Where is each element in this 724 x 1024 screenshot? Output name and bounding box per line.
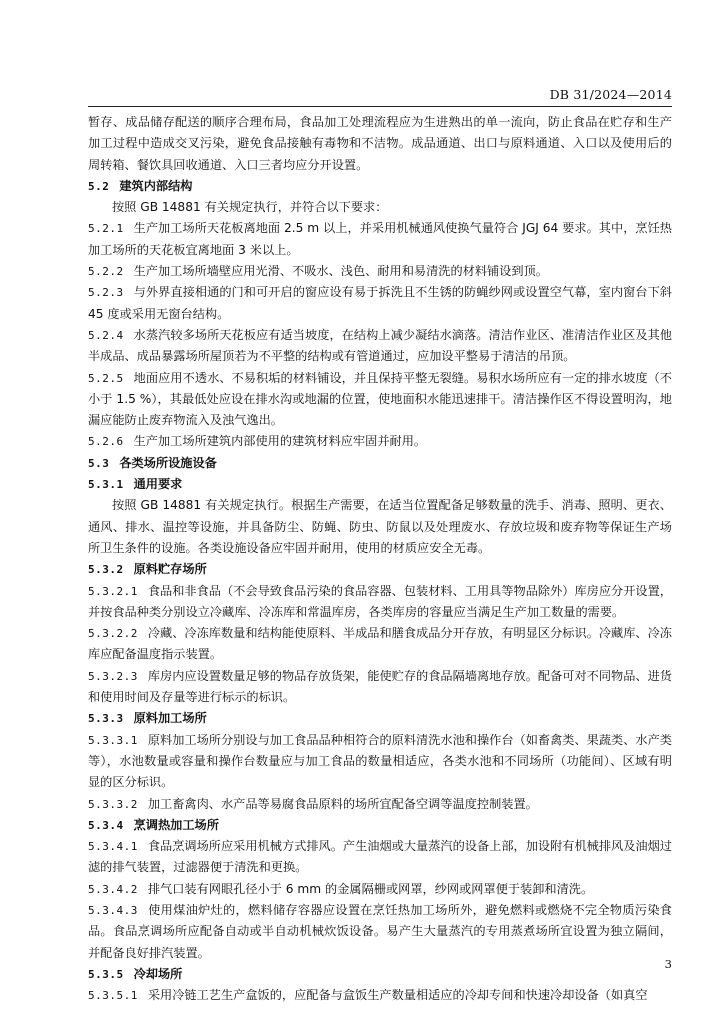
paragraph-text: 排气口装有网眼孔径小于 6 mm 的金属隔栅或网罩，纱网或网罩便于装卸和清洗。 xyxy=(147,881,594,896)
paragraph xyxy=(88,282,672,325)
clause-number: 5.3.4.1 xyxy=(88,840,138,854)
paragraph xyxy=(88,879,672,900)
paragraph-text: 暂存、成品储存配送的顺序合理布局，食品加工处理流程应为生进熟出的单一流向，防止食品在贮存和生产加工过程中造成交叉污染，避免食品接触有毒物和不洁物。成品通道、出口与原料通道、入口以及使用后的周转箱、餐饮具回收通道、入口三者均应分开设置。 xyxy=(88,115,672,172)
paragraph-text: 使用煤油炉灶的，燃料储存容器应设置在烹饪热加工场所外，避免燃料或燃烧不完全物质污染食品。食品烹调场所应配备自动或半自动机械炊饭设备。易产生大量蒸汽的专用蒸煮场所宜设置为独立隔间，并配备良好排汽装置。 xyxy=(88,902,672,960)
clause-number: 5.2.4 xyxy=(88,328,124,342)
paragraph-text: 水蒸汽较多场所天花板应有适当坡度，在结构上减少凝结水滴落。清洁作业区、准清洁作业区及其他半成品、成品暴露场所屋顶若为不平整的结构或有管道通过，应加设平整易于清洁的吊顶。 xyxy=(88,327,672,364)
section-heading xyxy=(88,176,672,197)
clause-number: 5.3.2.1 xyxy=(88,584,138,598)
paragraph xyxy=(88,794,672,815)
heading-text: 冷却场所 xyxy=(133,966,183,981)
paragraph xyxy=(88,495,672,559)
section-heading xyxy=(88,815,672,836)
paragraph-text: 按照 GB 14881 有关规定执行。根据生产需要，在适当位置配备足够数量的洗手、消毒、照明、更衣、通风、排水、温控等设施，并具备防尘、防蝇、防虫、防鼠以及处理废水、存放垃圾和废弃物等保证生产场所卫生条件的设施。各类设施设备应牢固并耐用，使用的材质应安全无毒。 xyxy=(88,498,672,555)
clause-number: 5.2.5 xyxy=(88,371,124,385)
paragraph xyxy=(88,623,672,666)
paragraph xyxy=(88,325,672,368)
paragraph-text: 食品烹调场所应采用机械方式排风。产生油烟或大量蒸汽的设备上部，加设附有机械排风及油烟过滤的排气装置，过滤器便于清洗和更换。 xyxy=(88,839,672,875)
paragraph xyxy=(88,431,672,452)
paragraph-text: 食品和非食品（不会导致食品污染的食品容器、包装材料、工用具等物品除外）库房应分开设置，并按食品种类分别设立冷藏库、冷冻库和常温库房，各类库房的容量应当满足生产加工数量的需要。 xyxy=(88,583,672,619)
heading-text: 原料加工场所 xyxy=(133,711,207,726)
paragraph-text: 生产加工场所墙壁应用光滑、不吸水、浅色、耐用和易清洗的材料铺设到顶。 xyxy=(133,264,548,279)
paragraph xyxy=(88,985,672,1006)
paragraph xyxy=(88,581,672,624)
clause-number: 5.3.4.3 xyxy=(88,903,138,917)
clause-number: 5.2.6 xyxy=(88,435,124,449)
clause-number: 5.3.3 xyxy=(88,712,124,726)
section-heading xyxy=(88,474,672,495)
paragraph-text: 原料加工场所分别设与加工食品品种相符合的原料清洗水池和操作台（如畜禽类、果蔬类、水产类等），水池数量或容量和操作台数量应与加工食品的数量相适应，各类水池和不同场所（功能间）、区域有明显的区分标识。 xyxy=(88,732,672,790)
paragraph-text: 与外界直接相通的门和可开启的窗应设有易于拆洗且不生锈的防蝇纱网或设置空气幕，室内窗台下斜 45 度或采用无窗台结构。 xyxy=(88,285,672,321)
paragraph xyxy=(88,368,672,432)
section-heading xyxy=(88,453,672,474)
clause-number: 5.3.5 xyxy=(88,967,124,981)
paragraph-text: 冷藏、冷冻库数量和结构能使原料、半成品和膳食成品分开存放，有明显区分标识。冷藏库、冷冻库应配备温度指示装置。 xyxy=(88,626,672,662)
header-rule xyxy=(88,106,672,107)
heading-text: 烹调热加工场所 xyxy=(133,817,219,832)
heading-text: 原料贮存场所 xyxy=(133,562,207,577)
paragraph xyxy=(88,836,672,879)
paragraph xyxy=(88,666,672,709)
clause-number: 5.3.3.1 xyxy=(88,733,138,747)
paragraph xyxy=(88,218,672,261)
clause-number: 5.3.3.2 xyxy=(88,797,138,811)
document-code: DB 31/2024—2014 xyxy=(549,87,672,102)
page-number: 3 xyxy=(664,957,672,971)
clause-number: 5.3.2.3 xyxy=(88,669,138,683)
paragraph-text: 生产加工场所天花板离地面 2.5 m 以上，并采用机械通风使换气量符合 JGJ 64 要求。其中，烹饪热加工场所的天花板宜离地面 3 米以上。 xyxy=(88,221,672,257)
paragraph-text: 按照 GB 14881 有关规定执行，并符合以下要求： xyxy=(112,200,388,215)
clause-number: 5.3.5.1 xyxy=(88,989,138,1003)
clause-number: 5.3.4.2 xyxy=(88,882,138,896)
clause-number: 5.2.1 xyxy=(88,222,124,236)
paragraph xyxy=(88,112,672,176)
section-heading xyxy=(88,559,672,580)
heading-text: 各类场所设施设备 xyxy=(119,455,217,470)
clause-number: 5.3.2.2 xyxy=(88,627,138,641)
section-heading xyxy=(88,964,672,985)
heading-text: 通用要求 xyxy=(133,477,183,492)
document-body xyxy=(88,112,672,1006)
clause-number: 5.2 xyxy=(88,179,110,193)
paragraph-text: 生产加工场所建筑内部使用的建筑材料应牢固并耐用。 xyxy=(133,434,427,449)
paragraph xyxy=(88,261,672,282)
clause-number: 5.2.2 xyxy=(88,265,124,279)
paragraph xyxy=(88,197,672,218)
clause-number: 5.3.4 xyxy=(88,818,124,832)
paragraph xyxy=(88,900,672,964)
paragraph-text: 加工畜禽肉、水产品等易腐食品原料的场所宜配备空调等温度控制装置。 xyxy=(147,796,538,811)
clause-number: 5.3.1 xyxy=(88,478,124,492)
clause-number: 5.3.2 xyxy=(88,563,124,577)
clause-number: 5.3 xyxy=(88,456,110,470)
paragraph-text: 库房内应设置数量足够的物品存放货架，能使贮存的食品隔墙离地存放。配备可对不同物品、进货和使用时间及存量等进行标示的标识。 xyxy=(88,668,672,705)
heading-text: 建筑内部结构 xyxy=(119,178,193,193)
paragraph-text: 地面应用不透水、不易积垢的材料铺设，并且保持平整无裂缝。易积水场所应有一定的排水坡度（不小于 1.5 %），其最低处应设在排水沟或地漏的位置，使地面积水能迅速排干。清洁操作区不得设置明沟，地漏应能防止废弃物流入及浊气逸出。 xyxy=(88,370,672,428)
section-heading xyxy=(88,708,672,729)
clause-number: 5.2.3 xyxy=(88,286,124,300)
paragraph-text: 采用冷链工艺生产盒饭的，应配备与盒饭生产数量相适应的冷却专间和快速冷却设备（如真空 xyxy=(147,988,648,1003)
paragraph xyxy=(88,730,672,794)
